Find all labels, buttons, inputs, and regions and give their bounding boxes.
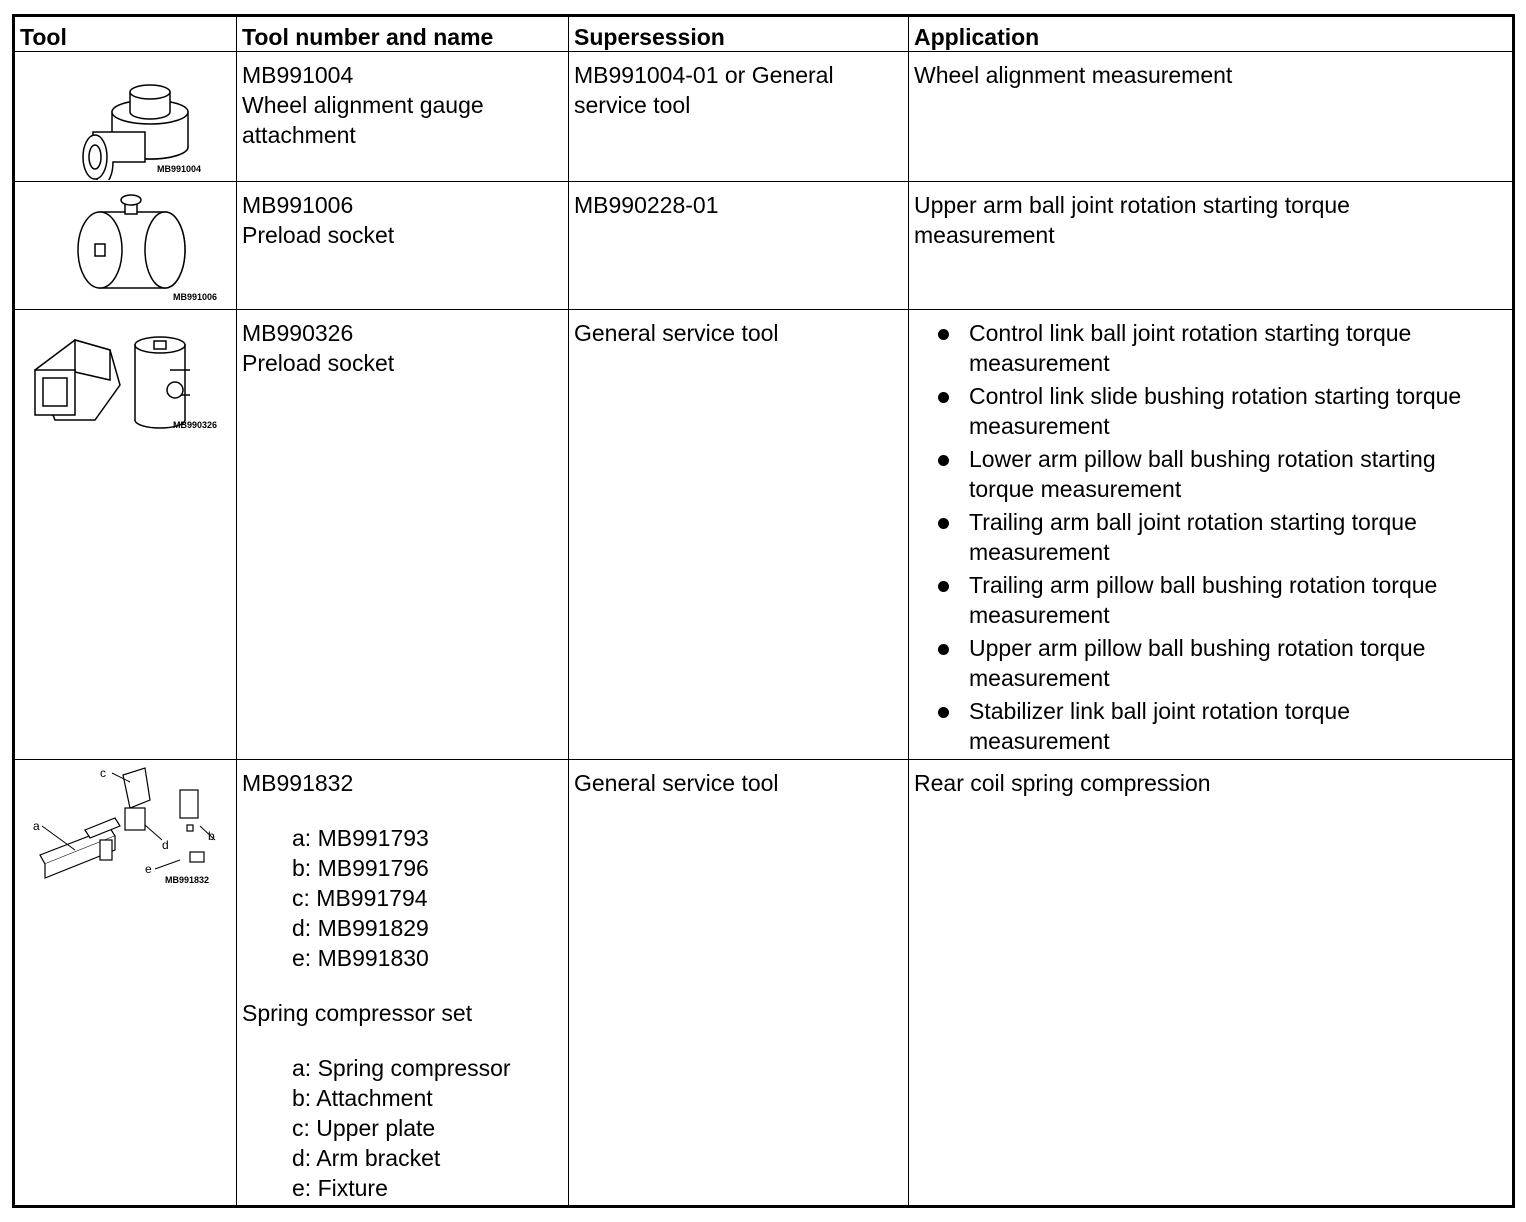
bullet-dot-icon	[938, 392, 949, 403]
supersession-line: MB990228-01	[574, 192, 719, 218]
image-caption: MB991006	[173, 292, 218, 302]
tool-name-line: Wheel alignment gauge	[242, 92, 484, 118]
image-caption: MB991004	[157, 164, 202, 174]
tool-image-cell	[14, 182, 237, 310]
tool-name-line: Preload socket	[242, 350, 395, 376]
component-number: a: MB991793	[292, 825, 429, 851]
tool-number: MB991832	[242, 770, 354, 796]
application-text: Rear coil spring compression	[914, 770, 1211, 796]
tool-name-line: Preload socket	[242, 222, 395, 248]
bullet-dot-icon	[938, 644, 949, 655]
image-caption: MB991832	[165, 875, 210, 885]
supersession-cell	[569, 760, 909, 1207]
bullet-dot-icon	[938, 329, 949, 340]
bullet-dot-icon	[938, 455, 949, 466]
set-name: Spring compressor set	[242, 1000, 473, 1026]
bullet-dot-icon	[938, 581, 949, 592]
application-list	[914, 318, 1512, 756]
tool-number-name-cell	[237, 182, 569, 310]
table-row	[14, 310, 1514, 760]
supersession-cell	[569, 182, 909, 310]
tool-number: MB990326	[242, 320, 354, 346]
list-item: Control link ball joint rotation starting torque measurement	[914, 318, 1512, 378]
header-supersession: Supersession	[569, 16, 909, 52]
image-label-e: e	[145, 862, 152, 876]
application-line: Upper arm ball joint rotation starting torque	[914, 192, 1350, 218]
tool-name-line: attachment	[242, 122, 356, 148]
tool-number: MB991006	[242, 192, 354, 218]
tool-illustration-mb991004	[15, 52, 238, 180]
image-label-d: d	[162, 838, 169, 852]
supersession-text: General service tool	[574, 770, 779, 796]
supersession-text: General service tool	[574, 320, 779, 346]
header-tool-number-name: Tool number and name	[237, 16, 569, 52]
tool-illustration-mb991006	[15, 182, 238, 308]
list-item: Upper arm pillow ball bushing rotation torque measurement	[914, 633, 1512, 693]
list-item: Control link slide bushing rotation starting torque measurement	[914, 381, 1512, 441]
header-row	[14, 16, 1514, 52]
application-cell	[909, 760, 1514, 1207]
component-name: b: Attachment	[292, 1085, 433, 1111]
component-name: e: Fixture	[292, 1175, 388, 1201]
list-item: Lower arm pillow ball bushing rotation starting torque measurement	[914, 444, 1512, 504]
application-cell	[909, 52, 1514, 182]
tool-illustration-mb990326	[15, 310, 238, 440]
component-number: b: MB991796	[292, 855, 429, 881]
tool-image-cell	[14, 760, 237, 1207]
component-number: d: MB991829	[292, 915, 429, 941]
supersession-line: MB991004-01 or General	[574, 62, 834, 88]
component-name: a: Spring compressor	[292, 1055, 511, 1081]
tool-number: MB991004	[242, 62, 354, 88]
component-name: c: Upper plate	[292, 1115, 436, 1141]
image-label-c: c	[100, 766, 106, 780]
supersession-cell	[569, 52, 909, 182]
application-text: Wheel alignment measurement	[914, 62, 1233, 88]
bullet-dot-icon	[938, 707, 949, 718]
image-caption: MB990326	[173, 420, 218, 430]
header-tool: Tool	[14, 16, 237, 52]
component-name: d: Arm bracket	[292, 1145, 441, 1171]
header-application: Application	[909, 16, 1514, 52]
list-item: Trailing arm pillow ball bushing rotation torque measurement	[914, 570, 1512, 630]
table-row	[14, 52, 1514, 182]
image-label-a: a	[33, 819, 40, 833]
bullet-dot-icon	[938, 518, 949, 529]
tool-number-name-cell	[237, 310, 569, 760]
tool-image-cell	[14, 310, 237, 760]
table-row	[14, 760, 1514, 1207]
tool-illustration-mb991832	[15, 760, 238, 900]
application-cell	[909, 182, 1514, 310]
list-item: Trailing arm ball joint rotation starting torque measurement	[914, 507, 1512, 567]
tool-number-name-cell	[237, 760, 569, 1207]
table-row	[14, 182, 1514, 310]
supersession-line: service tool	[574, 92, 691, 118]
tool-number-name-cell	[237, 52, 569, 182]
tool-image-cell	[14, 52, 237, 182]
supersession-cell	[569, 310, 909, 760]
component-number: e: MB991830	[292, 945, 429, 971]
application-cell	[909, 310, 1514, 760]
special-tools-table	[12, 14, 1515, 1208]
list-item: Stabilizer link ball joint rotation torque measurement	[914, 696, 1512, 756]
application-line: measurement	[914, 222, 1055, 248]
image-label-b: b	[208, 829, 215, 843]
component-number: c: MB991794	[292, 885, 428, 911]
